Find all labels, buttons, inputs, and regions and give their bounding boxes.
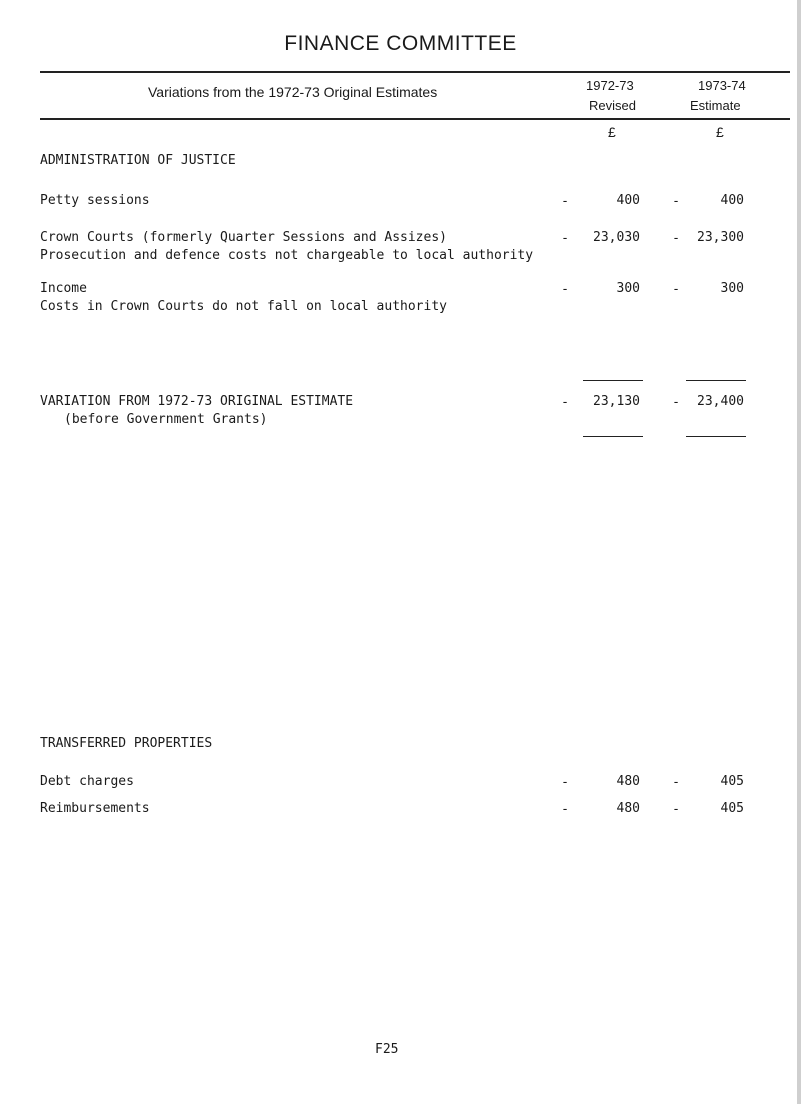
value-col1: 480 [616, 801, 640, 816]
row-note: Costs in Crown Courts do not fall on local authority [40, 299, 447, 314]
value-col2: 23,300 [697, 230, 744, 245]
value-col2: 405 [720, 774, 744, 789]
row-label: Income [40, 281, 87, 296]
sign-col1: - [561, 282, 569, 297]
total-rule-col2-bottom [686, 436, 746, 437]
col2-label: Estimate [690, 98, 741, 113]
sign-col2: - [672, 395, 680, 410]
sign-col2: - [672, 231, 680, 246]
row-label: Petty sessions [40, 193, 150, 208]
value-col1: 480 [616, 774, 640, 789]
sign-col1: - [561, 395, 569, 410]
value-col1: 400 [616, 193, 640, 208]
variation-label: VARIATION FROM 1972-73 ORIGINAL ESTIMATE [40, 394, 354, 409]
value-col2: 23,400 [697, 394, 744, 409]
col1-currency: £ [608, 124, 616, 140]
total-rule-col1-bottom [583, 436, 643, 437]
section-heading-transferred: TRANSFERRED PROPERTIES [40, 736, 213, 751]
value-col1: 23,030 [593, 230, 640, 245]
col2-currency: £ [716, 124, 724, 140]
value-col2: 405 [720, 801, 744, 816]
sign-col1: - [561, 194, 569, 209]
col2-year: 1973-74 [698, 78, 746, 93]
committee-title: FINANCE COMMITTEE [284, 32, 517, 55]
scan-edge [797, 0, 801, 1104]
value-col1: 23,130 [593, 394, 640, 409]
col1-label: Revised [589, 98, 636, 113]
header-top-rule [40, 71, 790, 73]
value-col1: 300 [616, 281, 640, 296]
sign-col2: - [672, 194, 680, 209]
total-rule-col2-top [686, 380, 746, 381]
table-caption: Variations from the 1972-73 Original Estimates [148, 84, 438, 100]
page-reference: F25 [375, 1042, 399, 1057]
sign-col2: - [672, 802, 680, 817]
row-label: Reimbursements [40, 801, 150, 816]
sign-col2: - [672, 282, 680, 297]
row-note: Prosecution and defence costs not chargeable to local authority [40, 248, 534, 263]
sign-col1: - [561, 802, 569, 817]
row-label: Crown Courts (formerly Quarter Sessions and Assizes) [40, 230, 447, 245]
total-rule-col1-top [583, 380, 643, 381]
sign-col2: - [672, 775, 680, 790]
value-col2: 400 [720, 193, 744, 208]
value-col2: 300 [720, 281, 744, 296]
section-heading-justice: ADMINISTRATION OF JUSTICE [40, 153, 236, 168]
sign-col1: - [561, 231, 569, 246]
header-bottom-rule [40, 118, 790, 120]
variation-note: (before Government Grants) [64, 412, 268, 427]
col1-year: 1972-73 [586, 78, 634, 93]
sign-col1: - [561, 775, 569, 790]
row-label: Debt charges [40, 774, 134, 789]
